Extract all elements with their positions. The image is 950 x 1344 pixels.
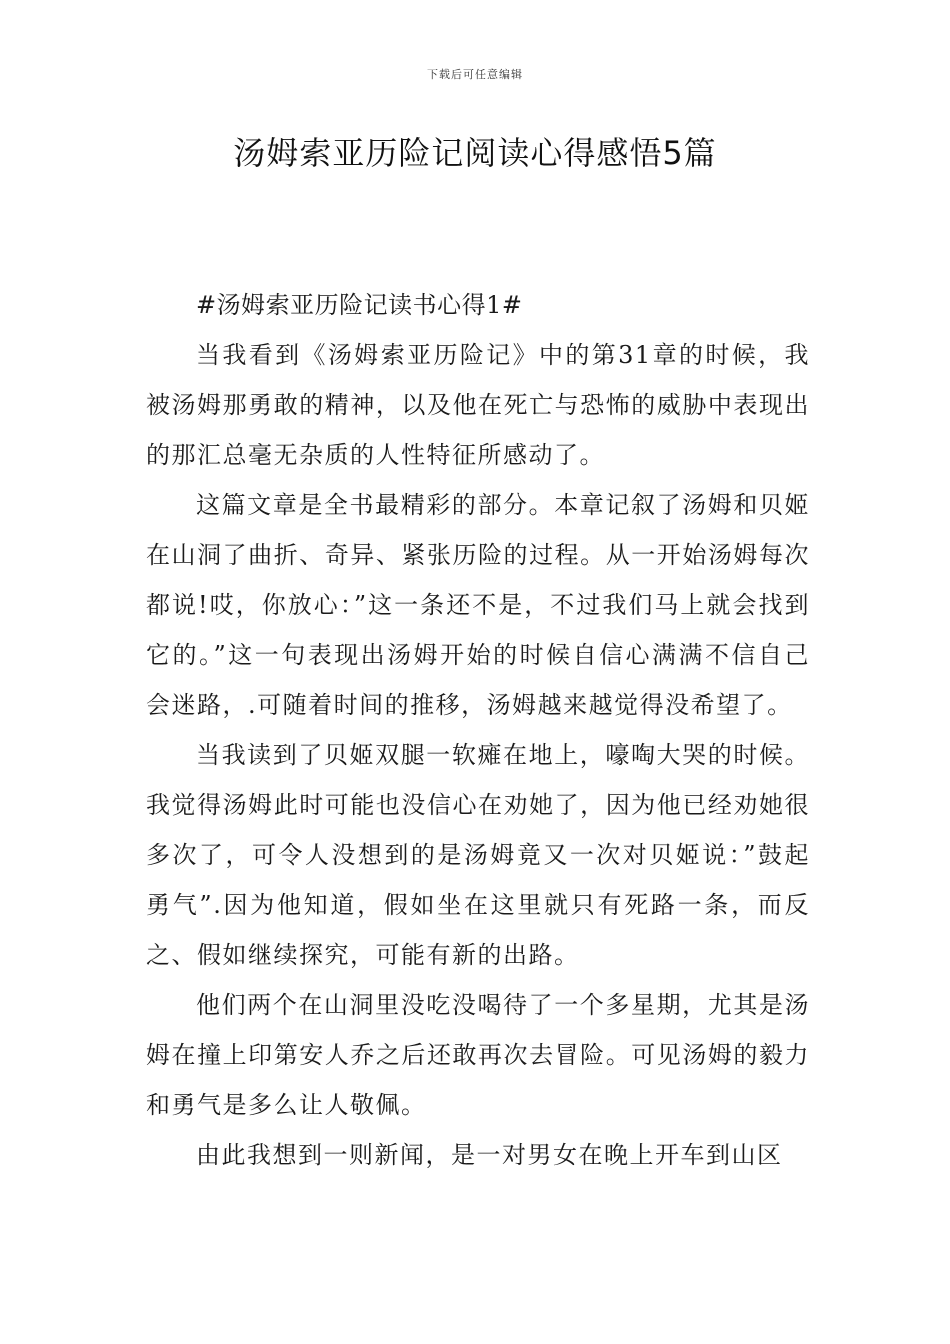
- document-title: 汤姆索亚历险记阅读心得感悟5篇: [233, 134, 717, 172]
- paragraph-3: 当我读到了贝姬双腿一软瘫在地上，嚎啕大哭的时候。我觉得汤姆此时可能也没信心在劝她了，因为他已经劝她很多次了，可令人没想到的是汤姆竟又一次对贝姬说：”鼓起勇气”.因为他知道，假如坐在这里就只有死路一条，而反之、假如继续探究，可能有新的出路。: [146, 741, 810, 969]
- document-body: [146, 280, 810, 1180]
- paragraph-4: 他们两个在山洞里没吃没喝待了一个多星期，尤其是汤姆在撞上印第安人乔之后还敢再次去冒险。可见汤姆的毅力和勇气是多么让人敬佩。: [146, 991, 810, 1119]
- paragraph-2: 这篇文章是全书最精彩的部分。本章记叙了汤姆和贝姬在山洞了曲折、奇异、紧张历险的过程。从一开始汤姆每次都说!哎，你放心：”这一条还不是，不过我们马上就会找到它的。”这一句表现出汤姆开始的时候自信心满满不信自己会迷路，.可随着时间的推移，汤姆越来越觉得没希望了。: [146, 491, 810, 719]
- header-note: 下载后可任意编辑: [427, 68, 523, 81]
- paragraph-1: 当我看到《汤姆索亚历险记》中的第31章的时候，我被汤姆那勇敢的精神，以及他在死亡与恐怖的威胁中表现出的那汇总毫无杂质的人性特征所感动了。: [146, 341, 810, 469]
- section-heading: #汤姆索亚历险记读书心得1#: [196, 291, 523, 319]
- paragraph-5: 由此我想到一则新闻，是一对男女在晚上开车到山区: [196, 1141, 783, 1169]
